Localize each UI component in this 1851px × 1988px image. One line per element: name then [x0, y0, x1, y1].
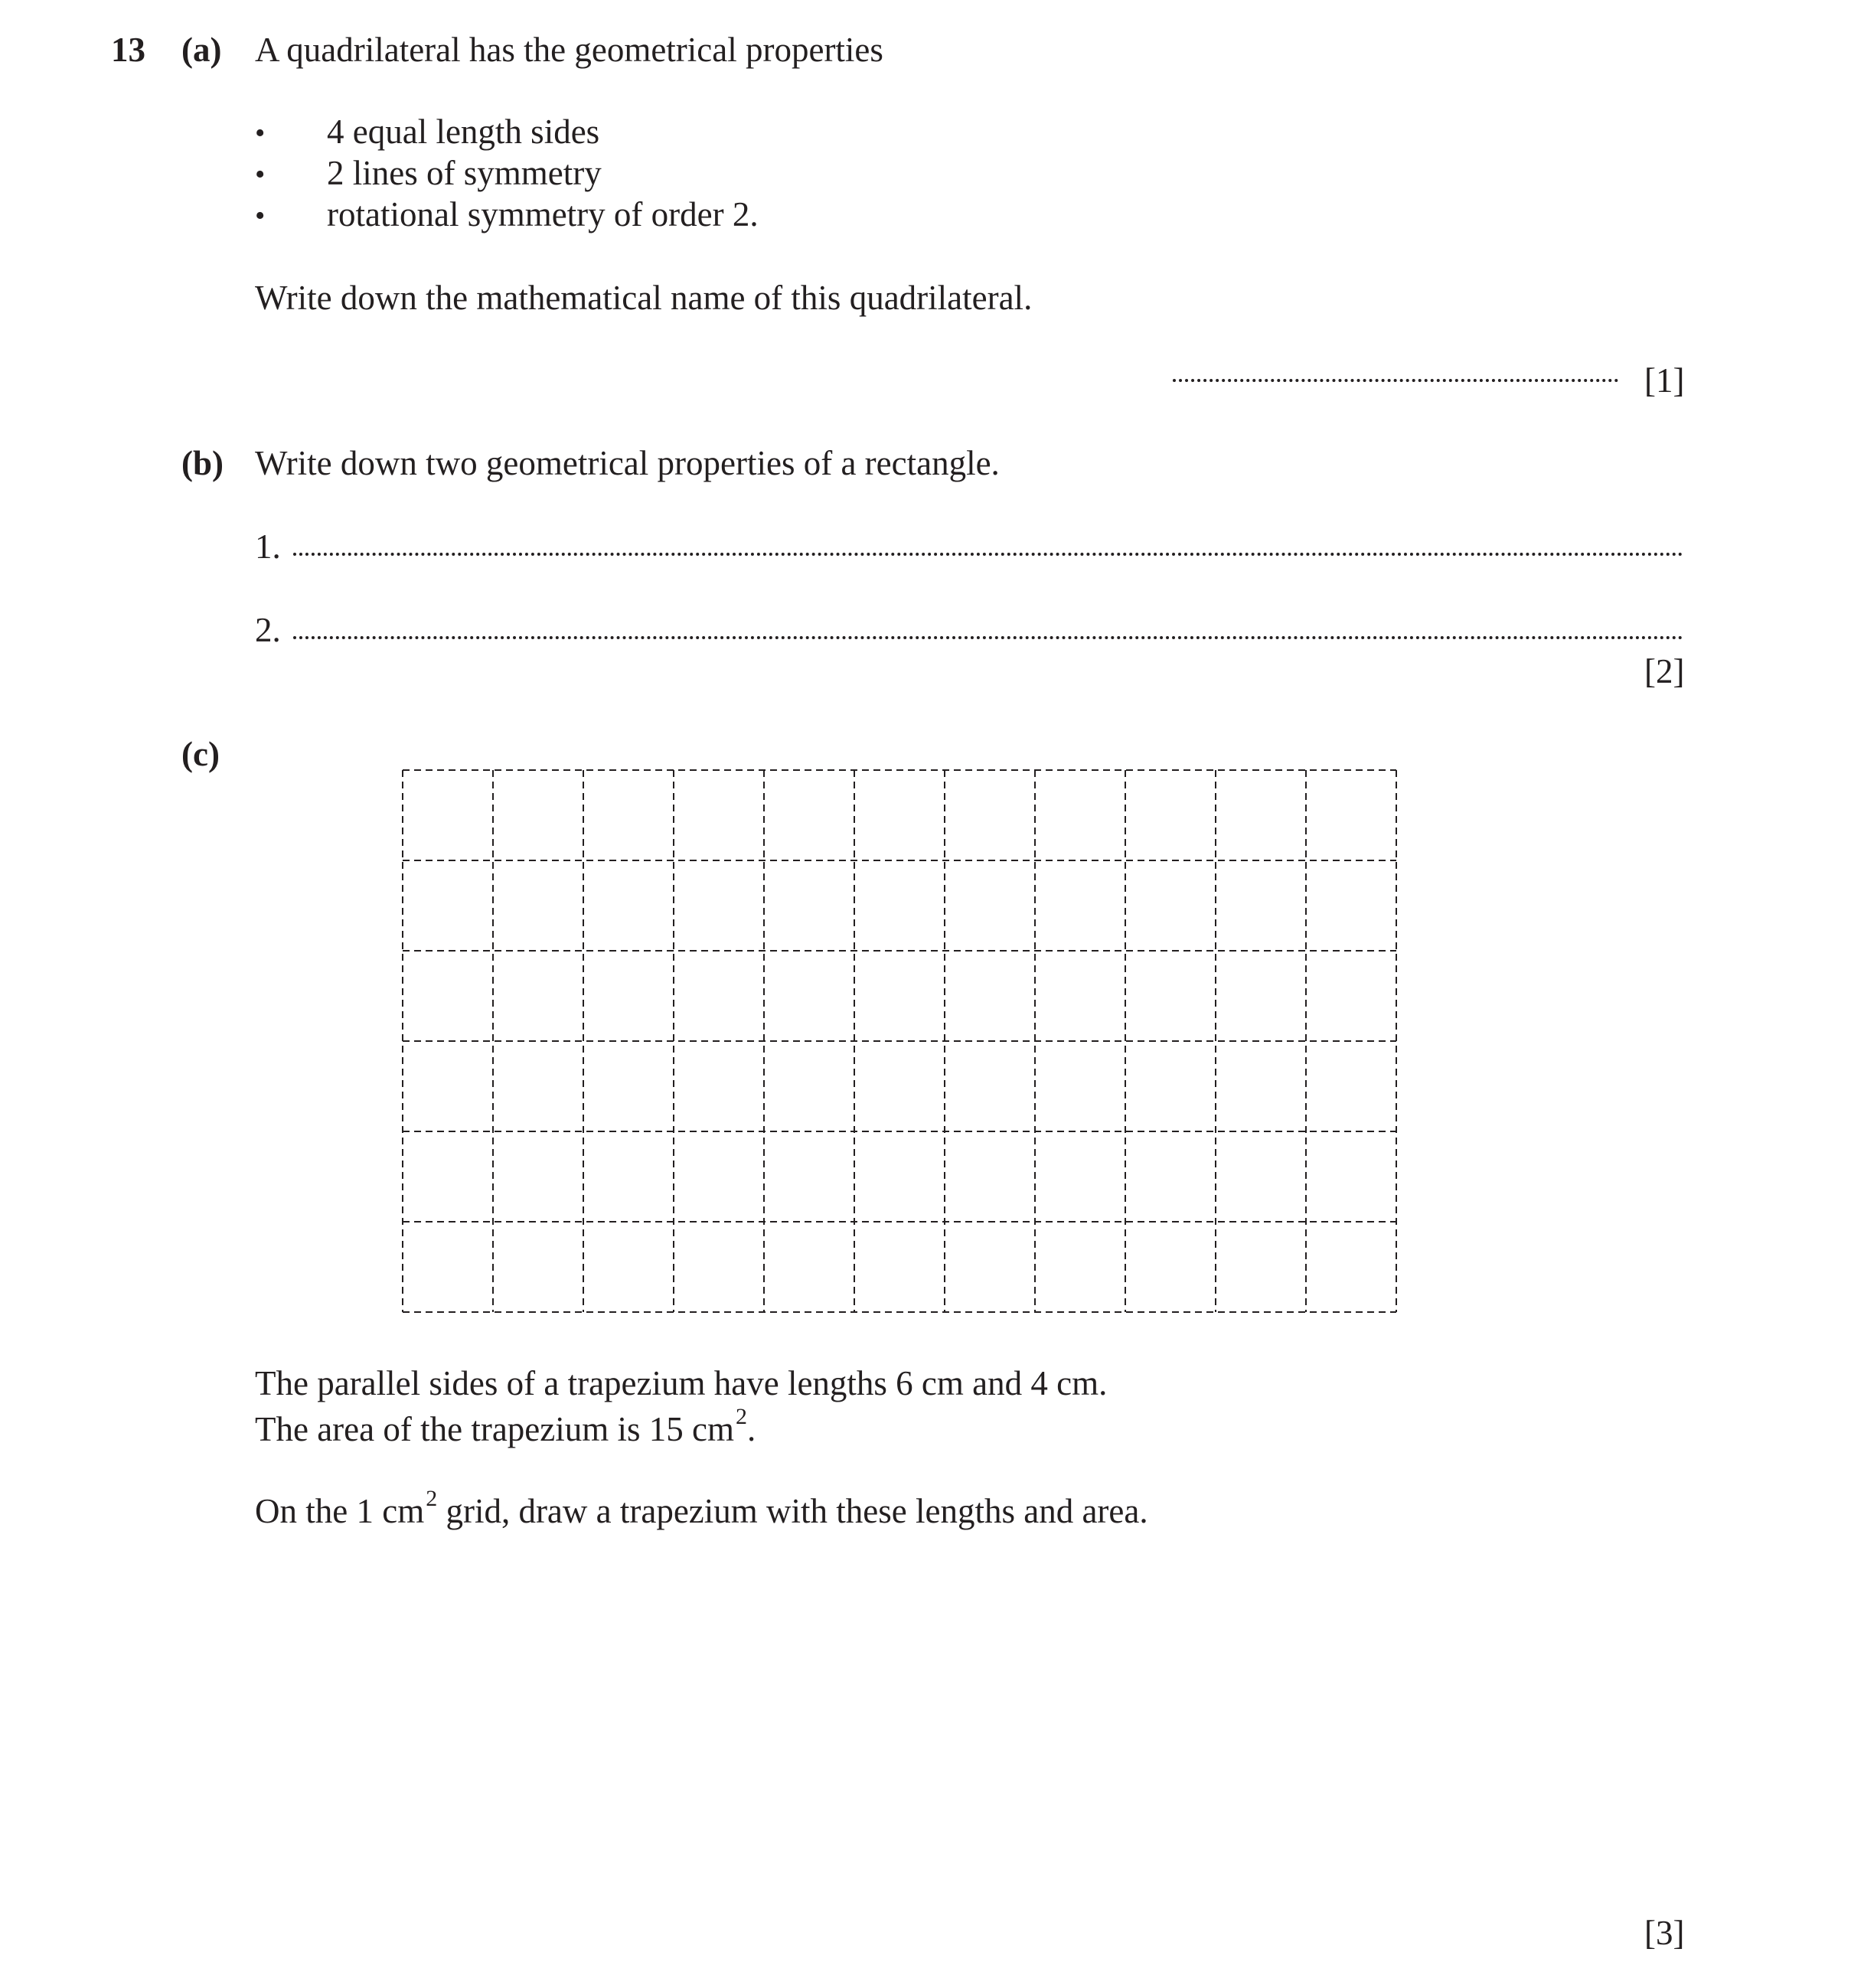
trapezium-area-text: The area of the trapezium is 15 cm — [255, 1410, 734, 1448]
part-b-instruction: Write down two geometrical properties of a rectangle. — [255, 444, 1000, 482]
part-c-marks: [3] — [1644, 1914, 1685, 1952]
part-b-answer-line-2[interactable] — [293, 636, 1683, 639]
centimetre-grid[interactable] — [401, 769, 1398, 1314]
part-a-intro: A quadrilateral has the geometrical properties — [255, 31, 883, 69]
trapezium-area-end: . — [746, 1410, 756, 1448]
bullet-glyph: • — [255, 158, 266, 191]
bullet-glyph: • — [255, 200, 266, 232]
part-a-label: (a) — [181, 31, 222, 69]
part-b-label: (b) — [181, 444, 224, 482]
part-a-instruction: Write down the mathematical name of this quadrilateral. — [255, 279, 1033, 317]
part-c-instruction-start: On the 1 cm — [255, 1492, 425, 1530]
bullet-glyph: • — [255, 117, 266, 149]
part-b-answer-line-1[interactable] — [293, 553, 1683, 556]
property-item: 4 equal length sides — [327, 113, 600, 151]
part-b-marks: [2] — [1644, 652, 1685, 690]
part-c-instruction — [255, 1486, 1148, 1530]
superscript: 2 — [735, 1404, 747, 1429]
answer-line-number: 1. — [255, 527, 281, 566]
answer-line-number: 2. — [255, 611, 281, 649]
property-item: rotational symmetry of order 2. — [327, 195, 759, 233]
trapezium-area — [255, 1404, 756, 1448]
part-c-label: (c) — [181, 735, 220, 773]
property-item: 2 lines of symmetry — [327, 154, 602, 192]
superscript: 2 — [426, 1486, 438, 1511]
trapezium-side-lengths: The parallel sides of a trapezium have lengths 6 cm and 4 cm. — [255, 1364, 1108, 1402]
question-number: 13 — [111, 31, 145, 69]
part-a-marks: [1] — [1644, 361, 1685, 400]
part-c-instruction-end: grid, draw a trapezium with these lengths and area. — [437, 1492, 1148, 1530]
part-a-answer-line[interactable] — [1173, 379, 1618, 382]
